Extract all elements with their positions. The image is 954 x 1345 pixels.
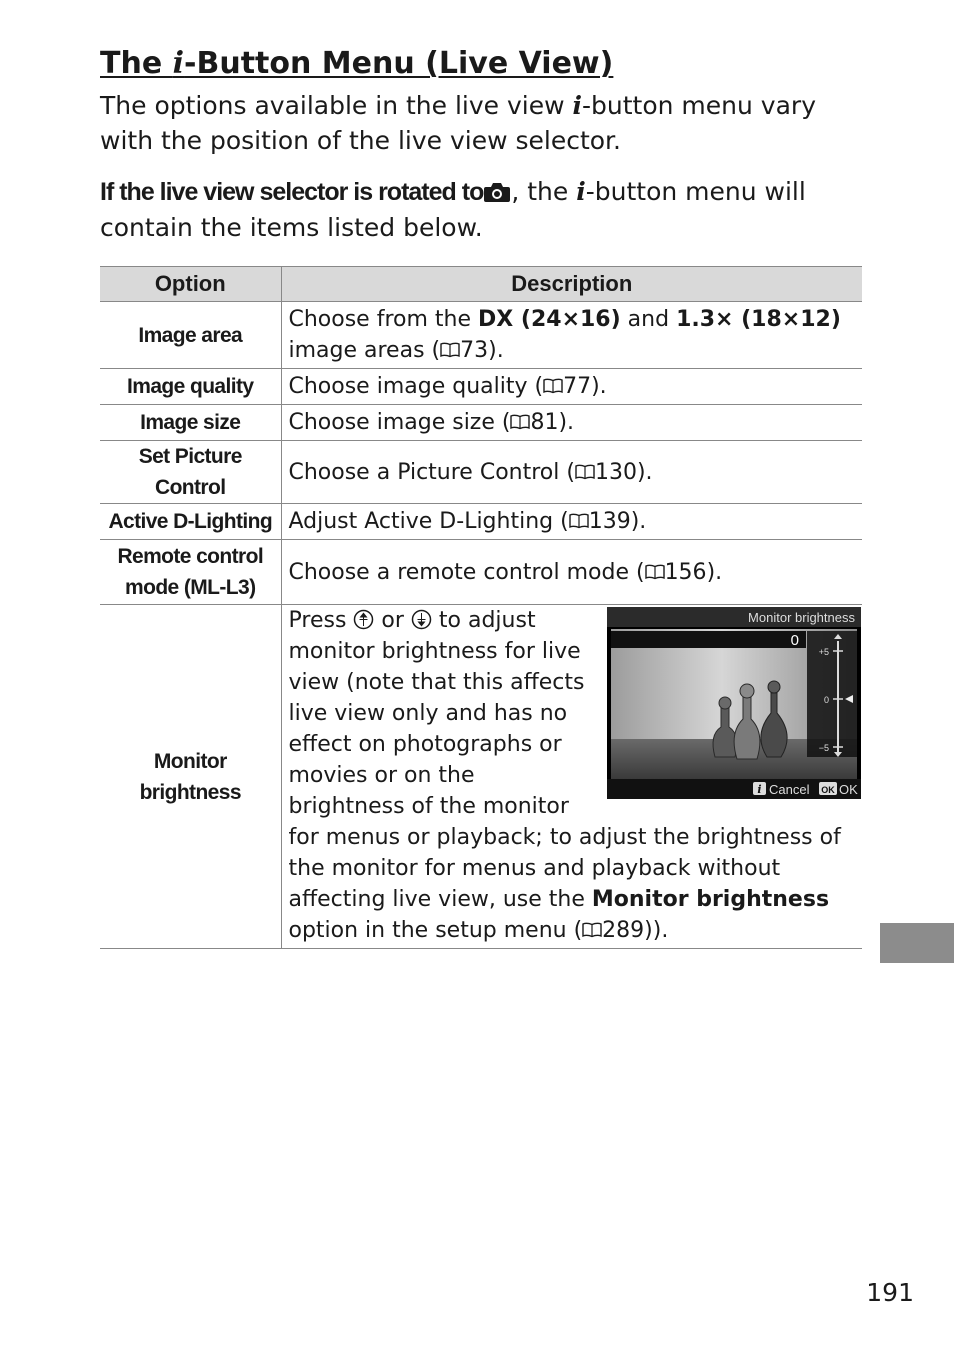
option-cell: Image area [100, 302, 281, 369]
option-header: Option [100, 267, 281, 302]
cancel-label: Cancel [769, 782, 810, 797]
camera-icon [483, 176, 511, 196]
i-button-icon: i [576, 177, 586, 206]
table-row [100, 405, 862, 441]
table-row [100, 540, 862, 605]
i-button-icon: i [172, 46, 185, 81]
description-cell: Choose image quality ( 77). [281, 369, 862, 405]
book-icon [645, 558, 665, 574]
selector-lead: If the live view selector is rotated to [100, 178, 484, 206]
scale-mid-label: 0 [823, 695, 829, 705]
section-thumb-tab [880, 923, 954, 963]
book-icon [575, 458, 595, 474]
cancel-key-icon: i [757, 783, 762, 796]
option-cell: Image quality [100, 369, 281, 405]
page-number: 191 [866, 1278, 914, 1307]
description-header: Description [281, 267, 862, 302]
description-cell: Choose a remote control mode ( 156). [281, 540, 862, 605]
book-icon [569, 507, 589, 523]
screen-value: 0 [790, 632, 799, 649]
option-cell: Monitor brightness [100, 605, 281, 949]
page-title: The i-Button Menu (Live View) [100, 46, 614, 81]
description-cell: Choose image size ( 81). [281, 405, 862, 441]
option-cell: Remote control mode (ML-L3) [100, 540, 281, 605]
description-cell: Choose a Picture Control ( 130). [281, 441, 862, 504]
scale-top-label: +5 [818, 647, 829, 657]
description-cell: Monitor brightness 0 +5 0 −5 i Cancel OK OK Press or to adjust monitor brightness for live view (note that this affects live view only and has no effect on photographs or movies or on the brightness of the monitor for menus or playback; to adjust the brightness of the monitor for menus and playback without affecting live view, use the Monitor brightness option in the setup menu ( 289)). [281, 605, 862, 949]
dpad-down-icon [411, 608, 432, 629]
screen-title: Monitor brightness [748, 610, 855, 625]
monitor-brightness-screen [607, 607, 861, 799]
book-icon [510, 408, 530, 424]
selector-paragraph: If the live view selector is rotated to , the i-button menu will contain the items listed below. [100, 177, 806, 242]
options-table [100, 266, 862, 949]
option-cell: Active D-Lighting [100, 504, 281, 540]
intro-paragraph: The options available in the live view i-button menu vary with the position of the live view selector. [100, 91, 816, 155]
book-icon [440, 336, 460, 352]
dpad-up-icon [353, 608, 374, 629]
table-header-row [100, 267, 862, 302]
table-row [100, 302, 862, 369]
description-cell: Choose from the DX (24×16) and 1.3× (18×12) image areas ( 73). [281, 302, 862, 369]
table-row [100, 369, 862, 405]
description-cell: Adjust Active D-Lighting ( 139). [281, 504, 862, 540]
table-row [100, 605, 862, 949]
ok-label: OK [839, 782, 858, 797]
i-button-icon: i [572, 91, 582, 120]
scale-bottom-label: −5 [818, 743, 829, 753]
book-icon [543, 372, 563, 388]
ok-key-icon: OK [821, 785, 835, 795]
option-cell: Image size [100, 405, 281, 441]
option-cell: Set Picture Control [100, 441, 281, 504]
book-icon [582, 916, 602, 932]
table-row [100, 504, 862, 540]
table-row [100, 441, 862, 504]
